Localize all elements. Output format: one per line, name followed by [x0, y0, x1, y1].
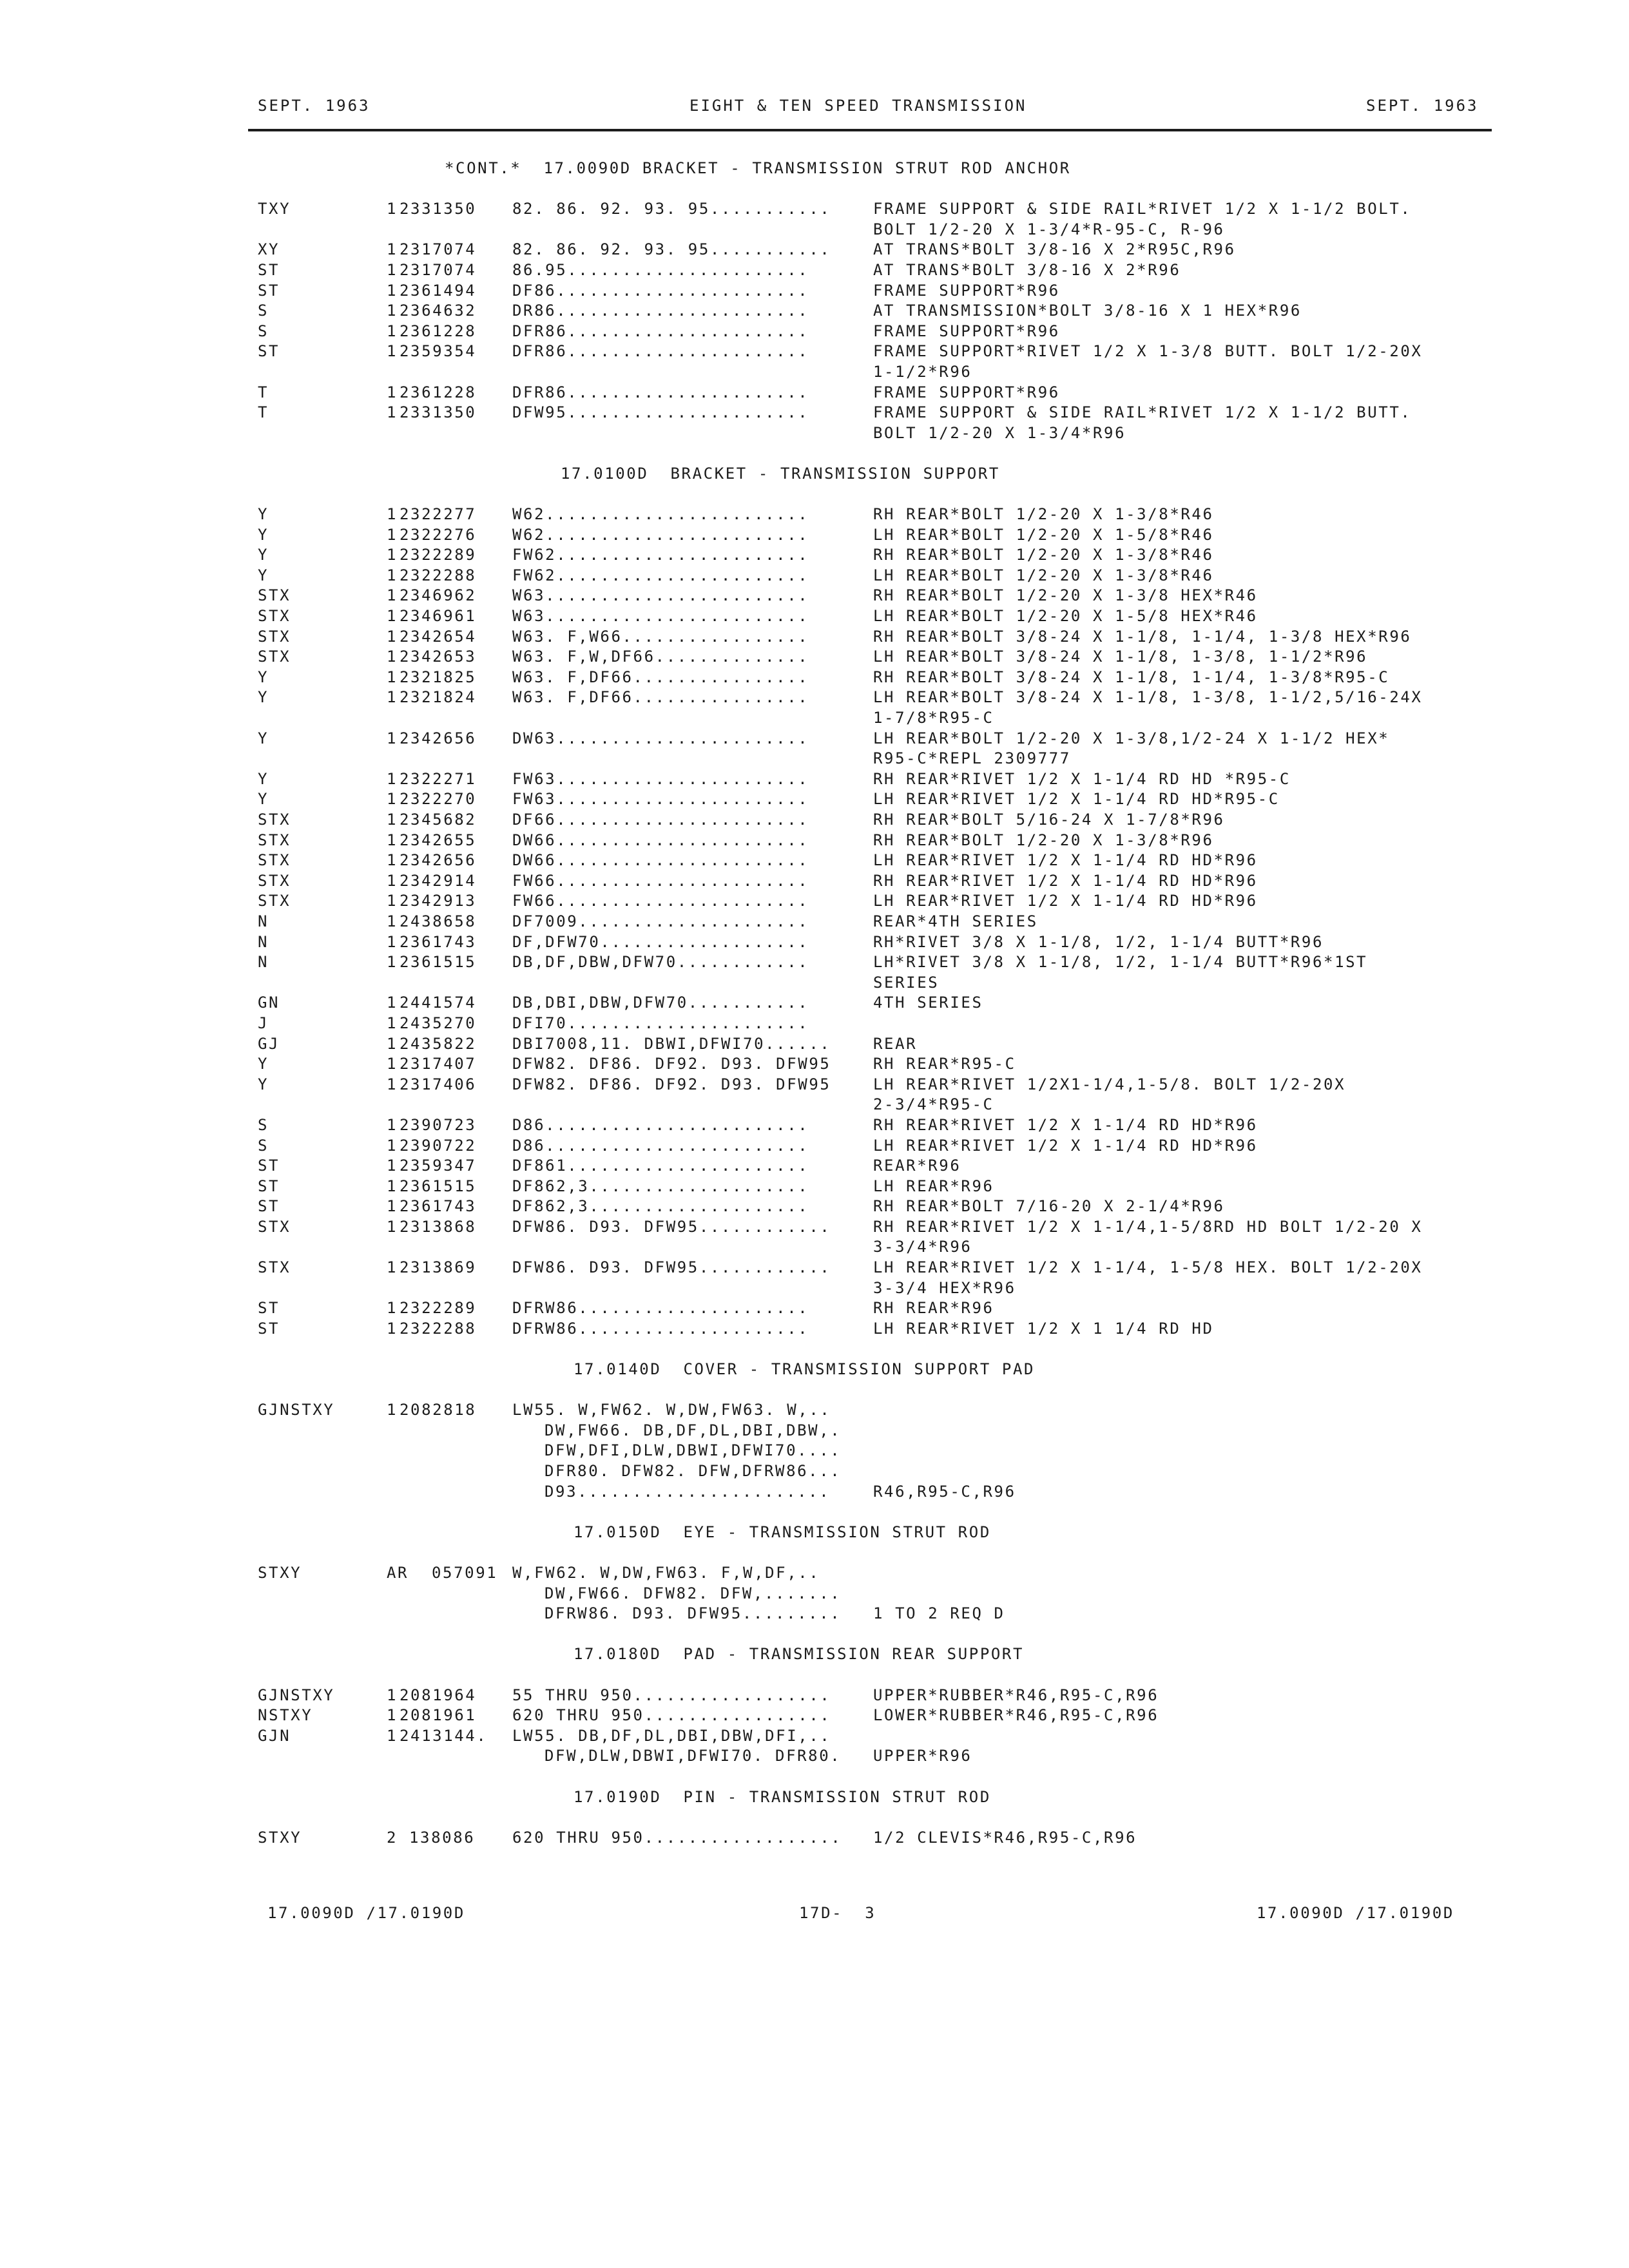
- description: LH REAR*RIVET 1/2 X 1-1/4, 1-5/8 HEX. BOLT 1/2-20X: [873, 1258, 1423, 1277]
- quantity-part-number: 1: [387, 260, 398, 279]
- model-code: ST: [258, 1157, 280, 1175]
- quantity-part-number: 1: [387, 1034, 398, 1053]
- description: RH REAR*RIVET 1/2 X 1-1/4 RD HD*R96: [873, 1115, 1258, 1134]
- model-list: DFR80. DFW82. DFW,DFRW86...: [545, 1462, 842, 1480]
- description: RH REAR*BOLT 3/8-24 X 1-1/8, 1-1/4, 1-3/8 HEX*R96: [873, 627, 1412, 646]
- quantity-part-number: 1: [387, 769, 398, 788]
- part-number: 2361228: [400, 322, 477, 340]
- description: 1/2 CLEVIS*R46,R95-C,R96: [873, 1828, 1137, 1847]
- quantity-part-number: 1: [387, 1299, 398, 1318]
- model-code: STX: [258, 1258, 291, 1277]
- model-list: W63. F,DF66................: [512, 668, 809, 686]
- model-code: ST: [258, 260, 280, 279]
- part-number: 2359347: [400, 1157, 477, 1175]
- description: LH REAR*RIVET 1/2 X 1-1/4 RD HD*R96: [873, 1136, 1258, 1155]
- model-list: W63........................: [512, 607, 809, 626]
- model-list: DFW95......................: [512, 403, 809, 422]
- part-number: 2321824: [400, 688, 477, 707]
- description: REAR*R96: [873, 1157, 961, 1175]
- part-number: 2346962: [400, 586, 477, 605]
- part-number: 138086: [409, 1828, 476, 1847]
- model-code: STX: [258, 892, 291, 910]
- description: RH REAR*R95-C: [873, 1055, 1016, 1073]
- model-code: GJ: [258, 1034, 280, 1053]
- model-code: T: [258, 383, 269, 401]
- model-list: DB,DBI,DBW,DFW70...........: [512, 994, 809, 1012]
- model-code: NSTXY: [258, 1706, 313, 1725]
- part-number: 2081964: [400, 1686, 477, 1704]
- part-number: 2361228: [400, 383, 477, 401]
- model-list: DR86.......................: [512, 302, 809, 320]
- model-code: N: [258, 932, 269, 951]
- description: R95-C*REPL 2309777: [873, 749, 1071, 768]
- quantity-part-number: 1: [387, 322, 398, 340]
- model-code: STX: [258, 871, 291, 890]
- model-list: 55 THRU 950..................: [512, 1686, 831, 1704]
- quantity-part-number: 1: [387, 1401, 398, 1419]
- model-code: Y: [258, 790, 269, 809]
- model-list: DFI70......................: [512, 1014, 809, 1032]
- model-code: ST: [258, 1177, 280, 1195]
- model-code: STX: [258, 1217, 291, 1236]
- part-number: 2322288: [400, 566, 477, 584]
- description: 1 TO 2 REQ D: [873, 1604, 1005, 1623]
- section-title: 17.0150D EYE - TRANSMISSION STRUT ROD: [574, 1523, 991, 1541]
- model-code: XY: [258, 240, 280, 259]
- description: RH REAR*R96: [873, 1299, 994, 1318]
- model-list: DF86.......................: [512, 281, 809, 300]
- part-number: 2342653: [400, 648, 477, 666]
- model-list: 620 THRU 950.................: [512, 1706, 831, 1725]
- model-code: STX: [258, 586, 291, 605]
- description: RH REAR*RIVET 1/2 X 1-1/4,1-5/8RD HD BOLT 1/2-20 X: [873, 1217, 1423, 1236]
- part-number: 2322288: [400, 1319, 477, 1338]
- quantity-part-number: 1: [387, 953, 398, 972]
- description: 3-3/4*R96: [873, 1238, 972, 1256]
- model-code: ST: [258, 342, 280, 361]
- description: LH REAR*BOLT 1/2-20 X 1-5/8 HEX*R46: [873, 607, 1258, 626]
- description: AT TRANS*BOLT 3/8-16 X 2*R95C,R96: [873, 240, 1236, 259]
- description: RH REAR*RIVET 1/2 X 1-1/4 RD HD *R95-C: [873, 769, 1291, 788]
- model-list: 82. 86. 92. 93. 95...........: [512, 200, 831, 218]
- part-number: 2322289: [400, 546, 477, 564]
- quantity-part-number: 1: [387, 688, 398, 707]
- quantity-part-number: 1: [387, 586, 398, 605]
- quantity-part-number: 1: [387, 912, 398, 930]
- part-number: 2342654: [400, 627, 477, 646]
- quantity-part-number: 1: [387, 546, 398, 564]
- model-code: Y: [258, 566, 269, 584]
- model-code: Y: [258, 769, 269, 788]
- description: 3-3/4 HEX*R96: [873, 1278, 1016, 1297]
- part-number: 2313869: [400, 1258, 477, 1277]
- section-title: 17.0140D COVER - TRANSMISSION SUPPORT PAD: [574, 1360, 1036, 1379]
- model-list: W62........................: [512, 505, 809, 524]
- description: LH REAR*RIVET 1/2X1-1/4,1-5/8. BOLT 1/2-20X: [873, 1075, 1346, 1093]
- model-list: DF66.......................: [512, 811, 809, 829]
- description: LH REAR*RIVET 1/2 X 1-1/4 RD HD*R95-C: [873, 790, 1280, 809]
- part-number: 2346961: [400, 607, 477, 626]
- part-number: 2317074: [400, 240, 477, 259]
- description: LH REAR*RIVET 1/2 X 1-1/4 RD HD*R96: [873, 851, 1258, 870]
- part-number: 2322271: [400, 769, 477, 788]
- description: LH REAR*R96: [873, 1177, 994, 1195]
- quantity-part-number: 1: [387, 648, 398, 666]
- model-list: DF861......................: [512, 1157, 809, 1175]
- part-number: 057091: [432, 1563, 498, 1582]
- model-code: Y: [258, 688, 269, 707]
- model-code: J: [258, 1014, 269, 1032]
- model-list: D93.......................: [545, 1482, 831, 1501]
- description: RH REAR*BOLT 3/8-24 X 1-1/8, 1-1/4, 1-3/8*R95-C: [873, 668, 1390, 686]
- model-code: T: [258, 403, 269, 422]
- model-list: W,FW62. W,DW,FW63. F,W,DF,..: [512, 1563, 820, 1582]
- description: RH REAR*BOLT 5/16-24 X 1-7/8*R96: [873, 811, 1225, 829]
- model-list: DW66.......................: [512, 831, 809, 849]
- quantity-part-number: 1: [387, 871, 398, 890]
- description: RH*RIVET 3/8 X 1-1/8, 1/2, 1-1/4 BUTT*R96: [873, 932, 1324, 951]
- model-list: FW63.......................: [512, 769, 809, 788]
- part-number: 2364632: [400, 302, 477, 320]
- model-list: W63........................: [512, 586, 809, 605]
- model-list: 82. 86. 92. 93. 95...........: [512, 240, 831, 259]
- model-list: DW,FW66. DB,DF,DL,DBI,DBW,.: [545, 1421, 842, 1439]
- quantity-part-number: 1: [387, 505, 398, 524]
- description: LH REAR*BOLT 1/2-20 X 1-5/8*R46: [873, 525, 1214, 544]
- header-date-right: SEPT. 1963: [1366, 97, 1479, 115]
- model-list: DF,DFW70...................: [512, 932, 809, 951]
- part-number: 2342655: [400, 831, 477, 849]
- quantity-part-number: 1: [387, 566, 398, 584]
- quantity-part-number: 1: [387, 627, 398, 646]
- quantity-part-number: 1: [387, 1115, 398, 1134]
- model-list: DF7009.....................: [512, 912, 809, 930]
- quantity-part-number: 1: [387, 240, 398, 259]
- description: RH REAR*BOLT 1/2-20 X 1-3/8*R96: [873, 831, 1214, 849]
- quantity-part-number: 1: [387, 892, 398, 910]
- model-list: DFW82. DF86. DF92. D93. DFW95: [512, 1075, 831, 1093]
- model-list: FW63.......................: [512, 790, 809, 809]
- model-list: DF862,3....................: [512, 1177, 809, 1195]
- part-number: 2317406: [400, 1075, 477, 1093]
- quantity-part-number: 1: [387, 1686, 398, 1704]
- description: FRAME SUPPORT*RIVET 1/2 X 1-3/8 BUTT. BOLT 1/2-20X: [873, 342, 1423, 361]
- model-code: Y: [258, 729, 269, 747]
- model-code: Y: [258, 1055, 269, 1073]
- model-code: Y: [258, 668, 269, 686]
- model-list: W63. F,DF66................: [512, 688, 809, 707]
- part-number: 2390722: [400, 1136, 477, 1155]
- model-code: Y: [258, 505, 269, 524]
- model-code: Y: [258, 525, 269, 544]
- model-code: ST: [258, 281, 280, 300]
- part-number: 2435270: [400, 1014, 477, 1032]
- section-title: 17.0190D PIN - TRANSMISSION STRUT ROD: [574, 1787, 991, 1806]
- description: LH REAR*BOLT 3/8-24 X 1-1/8, 1-3/8, 1-1/2,5/16-24X: [873, 688, 1423, 707]
- description: LH*RIVET 3/8 X 1-1/8, 1/2, 1-1/4 BUTT*R96*1ST: [873, 953, 1368, 972]
- part-number: 2438658: [400, 912, 477, 930]
- model-list: DFW,DLW,DBWI,DFWI70. DFR80.: [545, 1747, 842, 1765]
- section-title: 17.0180D PAD - TRANSMISSION REAR SUPPORT: [574, 1645, 1025, 1664]
- part-number: 2331350: [400, 200, 477, 218]
- quantity-part-number: 1: [387, 1136, 398, 1155]
- quantity-part-number: 1: [387, 525, 398, 544]
- description: RH REAR*BOLT 1/2-20 X 1-3/8 HEX*R46: [873, 586, 1258, 605]
- model-code: Y: [258, 546, 269, 564]
- part-number: 2413144.: [400, 1726, 488, 1745]
- part-number: 2361515: [400, 953, 477, 972]
- model-list: DFR86......................: [512, 342, 809, 361]
- description: RH REAR*BOLT 7/16-20 X 2-1/4*R96: [873, 1197, 1225, 1216]
- part-number: 2441574: [400, 994, 477, 1012]
- part-number: 2342656: [400, 729, 477, 747]
- quantity-part-number: 1: [387, 1197, 398, 1216]
- model-code: STX: [258, 648, 291, 666]
- model-code: S: [258, 302, 269, 320]
- quantity-part-number: 1: [387, 1014, 398, 1032]
- model-list: 86.95......................: [512, 260, 809, 279]
- model-code: GN: [258, 994, 280, 1012]
- description: FRAME SUPPORT & SIDE RAIL*RIVET 1/2 X 1-1/2 BOLT.: [873, 200, 1412, 218]
- quantity-part-number: 1: [387, 1726, 398, 1745]
- quantity-part-number: 1: [387, 729, 398, 747]
- part-number: 2317407: [400, 1055, 477, 1073]
- model-list: FW66.......................: [512, 892, 809, 910]
- model-code: N: [258, 912, 269, 930]
- part-number: 2345682: [400, 811, 477, 829]
- quantity-part-number: 1: [387, 1055, 398, 1073]
- part-number: 2081961: [400, 1706, 477, 1725]
- part-number: 2359354: [400, 342, 477, 361]
- part-number: 2342913: [400, 892, 477, 910]
- quantity-part-number: 1: [387, 790, 398, 809]
- model-list: D86........................: [512, 1136, 809, 1155]
- part-number: 2322270: [400, 790, 477, 809]
- model-list: DF862,3....................: [512, 1197, 809, 1216]
- section-title: 17.0100D BRACKET - TRANSMISSION SUPPORT: [561, 464, 1000, 483]
- quantity-part-number: 1: [387, 1177, 398, 1195]
- description: FRAME SUPPORT & SIDE RAIL*RIVET 1/2 X 1-1/2 BUTT.: [873, 403, 1412, 422]
- model-list: DFRW86.....................: [512, 1299, 809, 1318]
- model-code: N: [258, 953, 269, 972]
- footer-page-number: 17D- 3: [799, 1904, 876, 1922]
- description: UPPER*R96: [873, 1747, 972, 1765]
- model-code: Y: [258, 1075, 269, 1093]
- model-list: DFR86......................: [512, 383, 809, 401]
- model-list: D86........................: [512, 1115, 809, 1134]
- quantity-part-number: 1: [387, 811, 398, 829]
- model-list: DFW86. D93. DFW95............: [512, 1217, 831, 1236]
- quantity-part-number: 1: [387, 342, 398, 361]
- model-list: DFRW86.....................: [512, 1319, 809, 1338]
- quantity-part-number: 1: [387, 831, 398, 849]
- quantity-part-number: 2: [387, 1828, 398, 1847]
- model-code: ST: [258, 1197, 280, 1216]
- part-number: 2082818: [400, 1401, 477, 1419]
- quantity-part-number: AR: [387, 1563, 409, 1582]
- model-code: ST: [258, 1319, 280, 1338]
- description: 1-7/8*R95-C: [873, 709, 994, 727]
- quantity-part-number: 1: [387, 1075, 398, 1093]
- description: UPPER*RUBBER*R46,R95-C,R96: [873, 1686, 1159, 1704]
- model-code: STX: [258, 607, 291, 626]
- header-date-left: SEPT. 1963: [258, 97, 371, 115]
- model-list: DFW82. DF86. DF92. D93. DFW95: [512, 1055, 831, 1073]
- quantity-part-number: 1: [387, 668, 398, 686]
- footer-range-left: 17.0090D /17.0190D: [267, 1904, 465, 1922]
- model-list: DW,FW66. DFW82. DFW,.......: [545, 1584, 842, 1602]
- quantity-part-number: 1: [387, 383, 398, 401]
- model-list: DW66.......................: [512, 851, 809, 870]
- model-code: STX: [258, 851, 291, 870]
- description: LH REAR*BOLT 3/8-24 X 1-1/8, 1-3/8, 1-1/2*R96: [873, 648, 1368, 666]
- model-code: STX: [258, 627, 291, 646]
- description: FRAME SUPPORT*R96: [873, 281, 1060, 300]
- description: 4TH SERIES: [873, 994, 983, 1012]
- quantity-part-number: 1: [387, 200, 398, 218]
- description: BOLT 1/2-20 X 1-3/4*R96: [873, 423, 1126, 442]
- model-list: W62........................: [512, 525, 809, 544]
- part-number: 2361743: [400, 1197, 477, 1216]
- model-code: TXY: [258, 200, 291, 218]
- model-list: FW62.......................: [512, 546, 809, 564]
- part-number: 2322289: [400, 1299, 477, 1318]
- description: RH REAR*BOLT 1/2-20 X 1-3/8*R46: [873, 505, 1214, 524]
- quantity-part-number: 1: [387, 1157, 398, 1175]
- part-number: 2361743: [400, 932, 477, 951]
- model-list: DBI7008,11. DBWI,DFWI70......: [512, 1034, 831, 1053]
- description: AT TRANSMISSION*BOLT 3/8-16 X 1 HEX*R96: [873, 302, 1302, 320]
- model-list: DFW,DFI,DLW,DBWI,DFWI70....: [545, 1441, 842, 1460]
- part-number: 2331350: [400, 403, 477, 422]
- description: RH REAR*RIVET 1/2 X 1-1/4 RD HD*R96: [873, 871, 1258, 890]
- description: FRAME SUPPORT*R96: [873, 383, 1060, 401]
- model-list: DW63.......................: [512, 729, 809, 747]
- part-number: 2322277: [400, 505, 477, 524]
- description: REAR: [873, 1034, 918, 1053]
- model-code: S: [258, 322, 269, 340]
- model-list: DFW86. D93. DFW95............: [512, 1258, 831, 1277]
- model-list: DFRW86. D93. DFW95.........: [545, 1604, 842, 1623]
- part-number: 2322276: [400, 525, 477, 544]
- quantity-part-number: 1: [387, 302, 398, 320]
- part-number: 2361494: [400, 281, 477, 300]
- model-code: STXY: [258, 1828, 302, 1847]
- description: 2-3/4*R95-C: [873, 1095, 994, 1114]
- quantity-part-number: 1: [387, 403, 398, 422]
- part-number: 2342914: [400, 871, 477, 890]
- quantity-part-number: 1: [387, 281, 398, 300]
- model-code: STX: [258, 831, 291, 849]
- model-code: S: [258, 1115, 269, 1134]
- description: BOLT 1/2-20 X 1-3/4*R-95-C, R-96: [873, 220, 1225, 238]
- quantity-part-number: 1: [387, 1319, 398, 1338]
- model-list: DB,DF,DBW,DFW70............: [512, 953, 809, 972]
- model-code: GJNSTXY: [258, 1686, 335, 1704]
- model-code: GJNSTXY: [258, 1401, 335, 1419]
- model-code: STXY: [258, 1563, 302, 1582]
- part-number: 2435822: [400, 1034, 477, 1053]
- description: LH REAR*BOLT 1/2-20 X 1-3/8*R46: [873, 566, 1214, 584]
- part-number: 2361515: [400, 1177, 477, 1195]
- quantity-part-number: 1: [387, 607, 398, 626]
- model-list: 620 THRU 950..................: [512, 1828, 842, 1847]
- description: SERIES: [873, 973, 940, 992]
- model-code: ST: [258, 1299, 280, 1318]
- description: R46,R95-C,R96: [873, 1482, 1016, 1501]
- model-list: LW55. W,FW62. W,DW,FW63. W,..: [512, 1401, 831, 1419]
- model-list: DFR86......................: [512, 322, 809, 340]
- description: LH REAR*RIVET 1/2 X 1 1/4 RD HD: [873, 1319, 1214, 1338]
- part-number: 2317074: [400, 260, 477, 279]
- section-title: *CONT.* 17.0090D BRACKET - TRANSMISSION STRUT ROD ANCHOR: [445, 159, 1071, 177]
- description: 1-1/2*R96: [873, 362, 972, 381]
- quantity-part-number: 1: [387, 932, 398, 951]
- part-number: 2313868: [400, 1217, 477, 1236]
- footer-range-right: 17.0090D /17.0190D: [1257, 1904, 1454, 1922]
- quantity-part-number: 1: [387, 994, 398, 1012]
- header-rule: [248, 129, 1492, 131]
- model-list: W63. F,W,DF66..............: [512, 648, 809, 666]
- quantity-part-number: 1: [387, 1217, 398, 1236]
- part-number: 2342656: [400, 851, 477, 870]
- model-list: FW62.......................: [512, 566, 809, 584]
- model-list: LW55. DB,DF,DL,DBI,DBW,DFI,..: [512, 1726, 831, 1745]
- description: LH REAR*BOLT 1/2-20 X 1-3/8,1/2-24 X 1-1/2 HEX*: [873, 729, 1390, 747]
- header-title: EIGHT & TEN SPEED TRANSMISSION: [689, 97, 1027, 115]
- description: REAR*4TH SERIES: [873, 912, 1038, 930]
- quantity-part-number: 1: [387, 1706, 398, 1725]
- model-code: GJN: [258, 1726, 291, 1745]
- part-number: 2390723: [400, 1115, 477, 1134]
- model-code: S: [258, 1136, 269, 1155]
- description: RH REAR*BOLT 1/2-20 X 1-3/8*R46: [873, 546, 1214, 564]
- description: AT TRANS*BOLT 3/8-16 X 2*R96: [873, 260, 1181, 279]
- quantity-part-number: 1: [387, 851, 398, 870]
- quantity-part-number: 1: [387, 1258, 398, 1277]
- description: LH REAR*RIVET 1/2 X 1-1/4 RD HD*R96: [873, 892, 1258, 910]
- model-list: FW66.......................: [512, 871, 809, 890]
- model-code: STX: [258, 811, 291, 829]
- description: LOWER*RUBBER*R46,R95-C,R96: [873, 1706, 1159, 1725]
- model-list: W63. F,W66.................: [512, 627, 809, 646]
- part-number: 2321825: [400, 668, 477, 686]
- description: FRAME SUPPORT*R96: [873, 322, 1060, 340]
